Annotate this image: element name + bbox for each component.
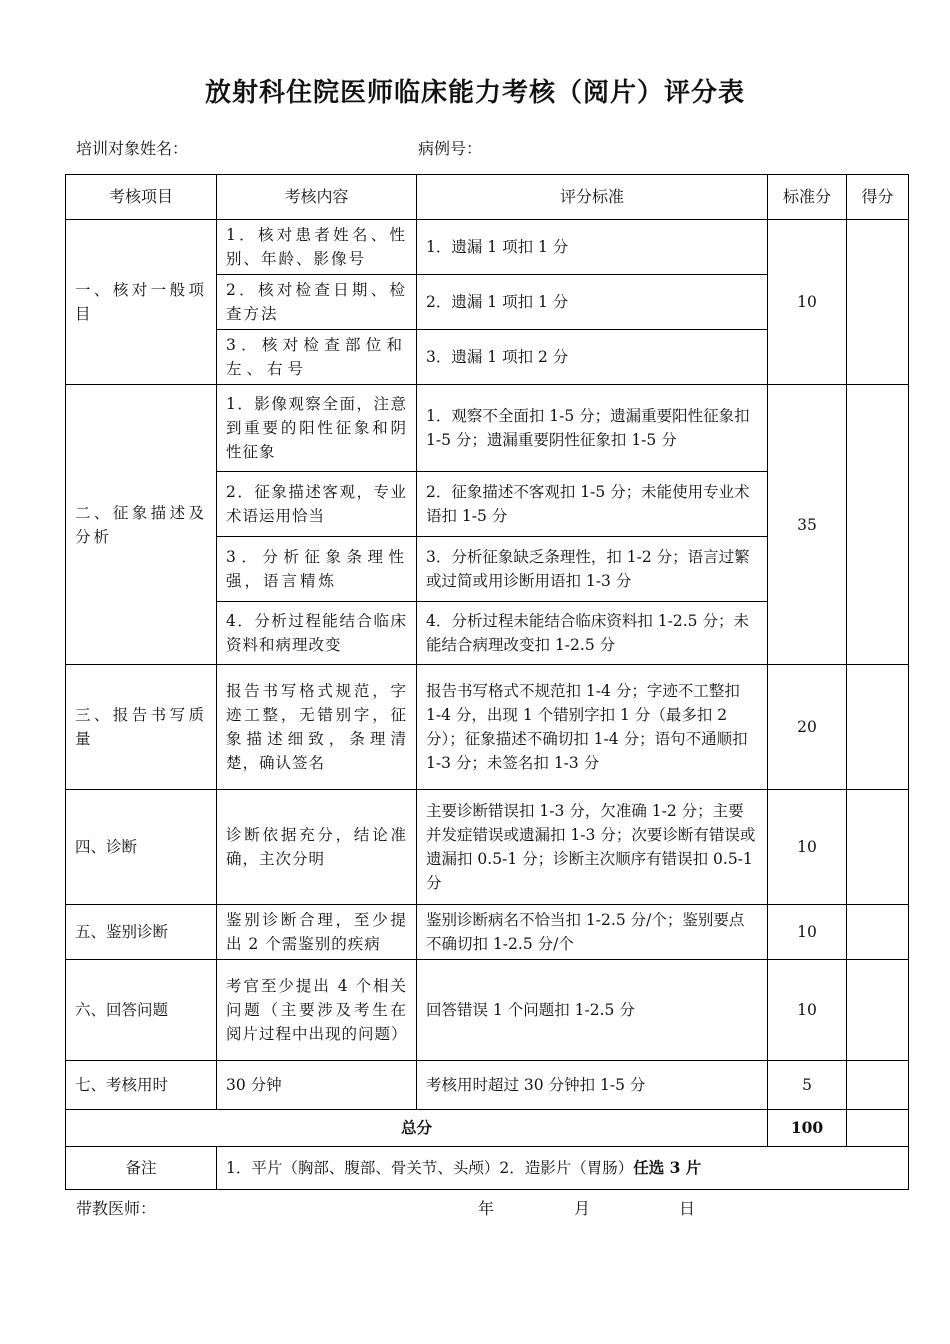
score-input-cell[interactable]: [847, 220, 909, 385]
standard-score-cell: 35: [768, 385, 847, 665]
header-row: [66, 175, 909, 220]
content-cell: 诊断依据充分，结论准确，主次分明: [217, 790, 417, 905]
standard-score-cell: 10: [768, 790, 847, 905]
standard-score-cell: 10: [768, 220, 847, 385]
day-label: 日: [679, 1199, 696, 1218]
page-title: 放射科住院医师临床能力考核（阅片）评分表: [204, 78, 745, 108]
content-cell: 考官至少提出 4 个相关问题（主要涉及考生在阅片过程中出现的问题）: [217, 960, 417, 1061]
header-content: 考核内容: [217, 175, 417, 220]
header-standard-score: 标准分: [768, 175, 847, 220]
section-item: 一、核对一般项目: [66, 220, 217, 385]
score-input-cell[interactable]: [847, 665, 909, 790]
criteria-cell: 3．遗漏 1 项扣 2 分: [417, 330, 768, 385]
criteria-cell: 1．遗漏 1 项扣 1 分: [417, 220, 768, 275]
table-row: [66, 220, 909, 275]
remark-label: 备注: [66, 1147, 217, 1190]
table-row: [66, 790, 909, 905]
section-item: 三、报告书写质量: [66, 665, 217, 790]
standard-score-cell: 10: [768, 960, 847, 1061]
remark-content: [217, 1147, 909, 1190]
header-criteria: 评分标准: [417, 175, 768, 220]
criteria-cell: 1．观察不全面扣 1-5 分；遗漏重要阳性征象扣 1-5 分；遗漏重要阴性征象扣 1-5 分: [417, 385, 768, 472]
info-row: [76, 136, 906, 160]
content-cell: 1．核对患者姓名、性别、年龄、影像号: [217, 220, 417, 275]
header-score: 得分: [847, 175, 909, 220]
criteria-cell: 2．遗漏 1 项扣 1 分: [417, 275, 768, 330]
total-label: 总分: [66, 1110, 768, 1147]
total-row: [66, 1110, 909, 1147]
score-input-cell[interactable]: [847, 790, 909, 905]
trainee-name-label: 培训对象姓名：: [76, 139, 189, 158]
content-cell: 4．分析过程能结合临床资料和病理改变: [217, 602, 417, 665]
content-cell: 2．核对检查日期、检查方法: [217, 275, 417, 330]
score-input-cell[interactable]: [847, 960, 909, 1061]
standard-score-cell: 5: [768, 1061, 847, 1110]
section-item: 四、诊断: [66, 790, 217, 905]
criteria-cell: 考核用时超过 30 分钟扣 1-5 分: [417, 1061, 768, 1110]
table-row: [66, 960, 909, 1061]
content-cell: 30 分钟: [217, 1061, 417, 1110]
total-standard-score: 100: [768, 1110, 847, 1147]
criteria-cell: 2．征象描述不客观扣 1-5 分；未能使用专业术语扣 1-5 分: [417, 472, 768, 537]
footer: [76, 1196, 906, 1222]
table-row: [66, 385, 909, 472]
header-item: 考核项目: [66, 175, 217, 220]
table-row: [66, 905, 909, 960]
score-table: [65, 174, 909, 1190]
content-cell: 3．核对检查部位和左、右号: [217, 330, 417, 385]
criteria-cell: 主要诊断错误扣 1-3 分，欠准确 1-2 分；主要并发症错误或遗漏扣 1-3 分；次要诊断有错误或遗漏扣 0.5-1 分；诊断主次顺序有错误扣 0.5-1 分: [417, 790, 768, 905]
score-input-cell[interactable]: [847, 385, 909, 665]
section-item: 六、回答问题: [66, 960, 217, 1061]
criteria-cell: 回答错误 1 个问题扣 1-2.5 分: [417, 960, 768, 1061]
total-score-input-cell[interactable]: [847, 1110, 909, 1147]
criteria-cell: 鉴别诊断病名不恰当扣 1-2.5 分/个；鉴别要点不确切扣 1-2.5 分/个: [417, 905, 768, 960]
section-item: 五、鉴别诊断: [66, 905, 217, 960]
section-item: 七、考核用时: [66, 1061, 217, 1110]
month-label: 月: [574, 1199, 591, 1218]
criteria-cell: 4．分析过程未能结合临床资料扣 1-2.5 分；未能结合病理改变扣 1-2.5 分: [417, 602, 768, 665]
teacher-label: 带教医师：: [76, 1199, 157, 1218]
content-cell: 2．征象描述客观，专业术语运用恰当: [217, 472, 417, 537]
content-cell: 报告书写格式规范，字迹工整，无错别字，征象描述细致，条理清楚，确认签名: [217, 665, 417, 790]
criteria-cell: 报告书写格式不规范扣 1-4 分；字迹不工整扣 1-4 分，出现 1 个错别字扣 1 分（最多扣 2 分）；征象描述不确切扣 1-4 分；语句不通顺扣 1-3 分；未签名扣 1-3 分: [417, 665, 768, 790]
remark-text: 1．平片（胸部、腹部、骨关节、头颅）2．造影片（胃肠）: [226, 1159, 634, 1177]
score-input-cell[interactable]: [847, 1061, 909, 1110]
content-cell: 3．分析征象条理性强，语言精炼: [217, 537, 417, 602]
remark-bold-text: 任选 3 片: [633, 1158, 702, 1177]
content-cell: 鉴别诊断合理，至少提出 2 个需鉴别的疾病: [217, 905, 417, 960]
section-item: 二、征象描述及分析: [66, 385, 217, 665]
content-cell: 1．影像观察全面，注意到重要的阳性征象和阴性征象: [217, 385, 417, 472]
case-number-label: 病例号：: [418, 139, 483, 158]
table-row: [66, 665, 909, 790]
standard-score-cell: 10: [768, 905, 847, 960]
remark-row: [66, 1147, 909, 1190]
score-input-cell[interactable]: [847, 905, 909, 960]
standard-score-cell: 20: [768, 665, 847, 790]
criteria-cell: 3．分析征象缺乏条理性，扣 1-2 分；语言过繁或过简或用诊断用语扣 1-3 分: [417, 537, 768, 602]
year-label: 年: [478, 1199, 495, 1218]
table-row: [66, 1061, 909, 1110]
